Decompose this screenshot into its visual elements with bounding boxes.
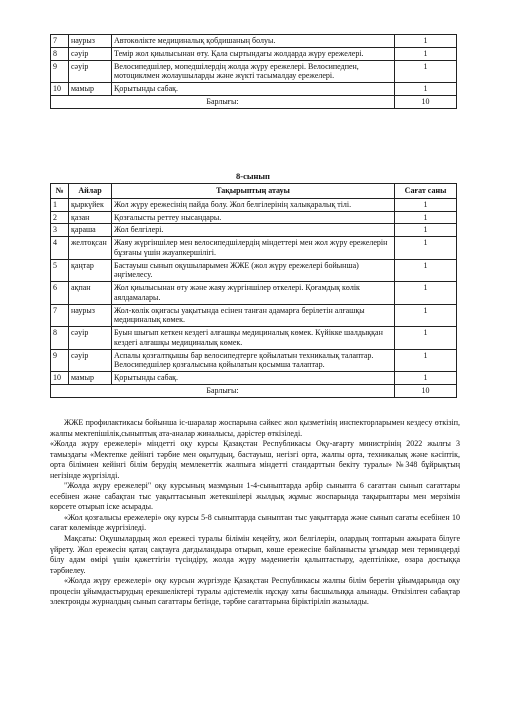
table-header-row	[51, 184, 457, 199]
total-row	[51, 95, 457, 108]
table-row	[51, 224, 457, 237]
row-topic: Автокөлікте медициналық қобдишаның болуы.	[112, 35, 395, 48]
table-row	[51, 259, 457, 282]
row-number: 7	[51, 35, 69, 48]
paragraph-course-content: "Жолда жүру ережелері" оқу курсының мазмұнын 1-4-сыныптарда әрбір сыныпта 6 сағаттан сынып сағаттары есебінен және сабақтан тыс уақыттасынып жетекшілері жылдық жұмыс жоспарында тақырыптары мен мерзімін көрсете отырып іске асырады.	[50, 481, 460, 512]
row-number: 1	[51, 198, 69, 211]
table-row	[51, 304, 457, 327]
section-title: 8-сынып	[236, 171, 270, 181]
row-topic: Қорытынды сабақ.	[112, 83, 395, 96]
table-row	[51, 35, 457, 48]
row-hours: 1	[395, 372, 457, 385]
table-row	[51, 327, 457, 350]
row-month: наурыз	[69, 35, 112, 48]
row-month: қазан	[69, 211, 112, 224]
row-number: 3	[51, 224, 69, 237]
row-hours: 1	[395, 349, 457, 372]
row-month: наурыз	[69, 304, 112, 327]
paragraph-guidance: «Жолда жүру ережелері» оқу курсын жүргізуде Қазақстан Республикасы жалпы білім беретін ұйымдарында оқу процесін ұйымдастырудың ерекшеліктері туралы әдістемелік нұсқау хаты басшылыққа алынады. Өткізілген сабақтар электронды журналдың сынып сағаттары бетінде, тәрбие сағаттарына біріктіріліп жазылады.	[50, 576, 460, 607]
row-month: сәуір	[69, 47, 112, 60]
row-number: 5	[51, 259, 69, 282]
row-number: 2	[51, 211, 69, 224]
table-row	[51, 198, 457, 211]
row-topic: Буын шығып кеткен кездегі алғашқы медициналық көмек. Күйікке шалдыққан кездегі алғашқы медициналық көмек.	[112, 327, 395, 350]
total-value: 10	[395, 95, 457, 108]
row-month: сәуір	[69, 60, 112, 83]
row-topic: Темір жол қиылысынан өту. Қала сыртындағы жолдарда жүру ережелері.	[112, 47, 395, 60]
paragraph-prevention-events: ЖЖЕ профилактикасы бойынша іс-шаралар жоспарына сәйкес жол қызметінің инспекторларымен кездесу өткізіп, жалпы мектепішілік,сыныптық ата-аналар жиналысы, дәрістер өткізіледі.	[50, 418, 460, 438]
row-hours: 1	[395, 83, 457, 96]
row-number: 9	[51, 60, 69, 83]
row-number: 6	[51, 282, 69, 305]
row-month: мамыр	[69, 372, 112, 385]
row-month: қыркүйек	[69, 198, 112, 211]
header-number: №	[51, 184, 69, 199]
row-hours: 1	[395, 327, 457, 350]
paragraph-course-basis: «Жолда жүру ережелері» міндетті оқу курсы Қазақстан Республикасы Оқу-ағарту министрінің 2022 жылғы 3 тамыздағы «Мектепке дейінгі тәрбие мен оқытудың, бастауыш, негізгі орта, жалпы орта, техникалық және кәсіптік, орта білімнен кейінгі білім берудің мемлекеттік жалпыға міндетті стандарттын бекіту туралы» №348 бұйрықтың негізінде жүргізілді.	[50, 439, 460, 480]
row-hours: 1	[395, 211, 457, 224]
row-number: 7	[51, 304, 69, 327]
paragraph-goal: Мақсаты: Оқушылардың жол ережесі туралы білімін кеңейту, жол белгілерін, олардың топтарын ажырата білуге үйрету. Жол ережесін қатаң сақтауға дағдыландыра отырып, көше ережесіне байланысты ұғымдар мен терминдерді білу адам өмірі үшін қажеттігін түсіндіру, жолда жүру мәдениетін қалыптастыру, әдептілікке, өзара достыққа тәрбиелеу.	[50, 534, 460, 575]
table-row	[51, 211, 457, 224]
table-row	[51, 282, 457, 305]
row-hours: 1	[395, 237, 457, 260]
table-row	[51, 349, 457, 372]
row-topic: Жол белгілері.	[112, 224, 395, 237]
header-hours: Сағат саны	[395, 184, 457, 199]
paragraph-course-hours: «Жол қозғалысы ережелері» оқу курсы 5-8 сыныптарда сыныптан тыс уақыттарда және сынып сағаты есебінен 10 сағат көлемінде жүргізіледі.	[50, 512, 460, 533]
row-number: 4	[51, 237, 69, 260]
row-hours: 1	[395, 35, 457, 48]
row-month: қараша	[69, 224, 112, 237]
header-month: Айлар	[69, 184, 112, 199]
row-hours: 1	[395, 47, 457, 60]
grade8-table	[50, 183, 457, 398]
row-topic: Жол қиылысынан өту және жаяу жүргіншілер өткелері. Қоғамдық көлік аялдамалары.	[112, 282, 395, 305]
total-value: 10	[395, 384, 457, 397]
grade7-table-body	[51, 35, 457, 109]
table-row	[51, 237, 457, 260]
row-topic: Бастауыш сынып оқушыларымен ЖЖЕ (жол жүру ережелері бойынша) әңгімелесу.	[112, 259, 395, 282]
row-topic: Қозғалысты реттеу нысандары.	[112, 211, 395, 224]
row-month: ақпан	[69, 282, 112, 305]
table-row	[51, 83, 457, 96]
row-topic: Жаяу жүргіншілер мен велосипедшілердің міндеттері мен жол жүру ережелерін бұзғаны үшін жауапкершілігі.	[112, 237, 395, 260]
row-number: 8	[51, 327, 69, 350]
row-topic: Велосипедшілер, мопедшілердің жолда жүру ережелері. Велосипедпен, мотоциклмен жолаушыларды және жүкті тасымалдау ережелері.	[112, 60, 395, 83]
row-hours: 1	[395, 282, 457, 305]
total-label: Барлығы:	[51, 95, 395, 108]
row-hours: 1	[395, 259, 457, 282]
row-hours: 1	[395, 198, 457, 211]
row-number: 10	[51, 83, 69, 96]
row-month: мамыр	[69, 83, 112, 96]
row-month: желтоқсан	[69, 237, 112, 260]
table-row	[51, 60, 457, 83]
header-topic: Тақырыптың атауы	[112, 184, 395, 199]
row-month: сәуір	[69, 327, 112, 350]
row-hours: 1	[395, 60, 457, 83]
grade7-table-continued	[50, 34, 457, 109]
row-number: 9	[51, 349, 69, 372]
row-topic: Аспалы қозғалтқышы бар велосипедтерге қойылатын техникалық талаптар. Велосипедшілер қозғалысына қойылатын қосымша талаптар.	[112, 349, 395, 372]
table-row	[51, 47, 457, 60]
row-topic: Жол жүру ережесінің пайда болу. Жол белгілерінің халықаралық тілі.	[112, 198, 395, 211]
table-row	[51, 372, 457, 385]
row-number: 8	[51, 47, 69, 60]
row-hours: 1	[395, 304, 457, 327]
total-label: Барлығы:	[51, 384, 395, 397]
row-month: қаңтар	[69, 259, 112, 282]
row-topic: Жол-көлік оқиғасы уақытында есінен танған адамарға берілетін алғашқы медициналық көмек.	[112, 304, 395, 327]
row-topic: Қорытынды сабақ.	[112, 372, 395, 385]
row-number: 10	[51, 372, 69, 385]
row-hours: 1	[395, 224, 457, 237]
row-month: сәуір	[69, 349, 112, 372]
body-text	[50, 418, 460, 608]
total-row	[51, 384, 457, 397]
